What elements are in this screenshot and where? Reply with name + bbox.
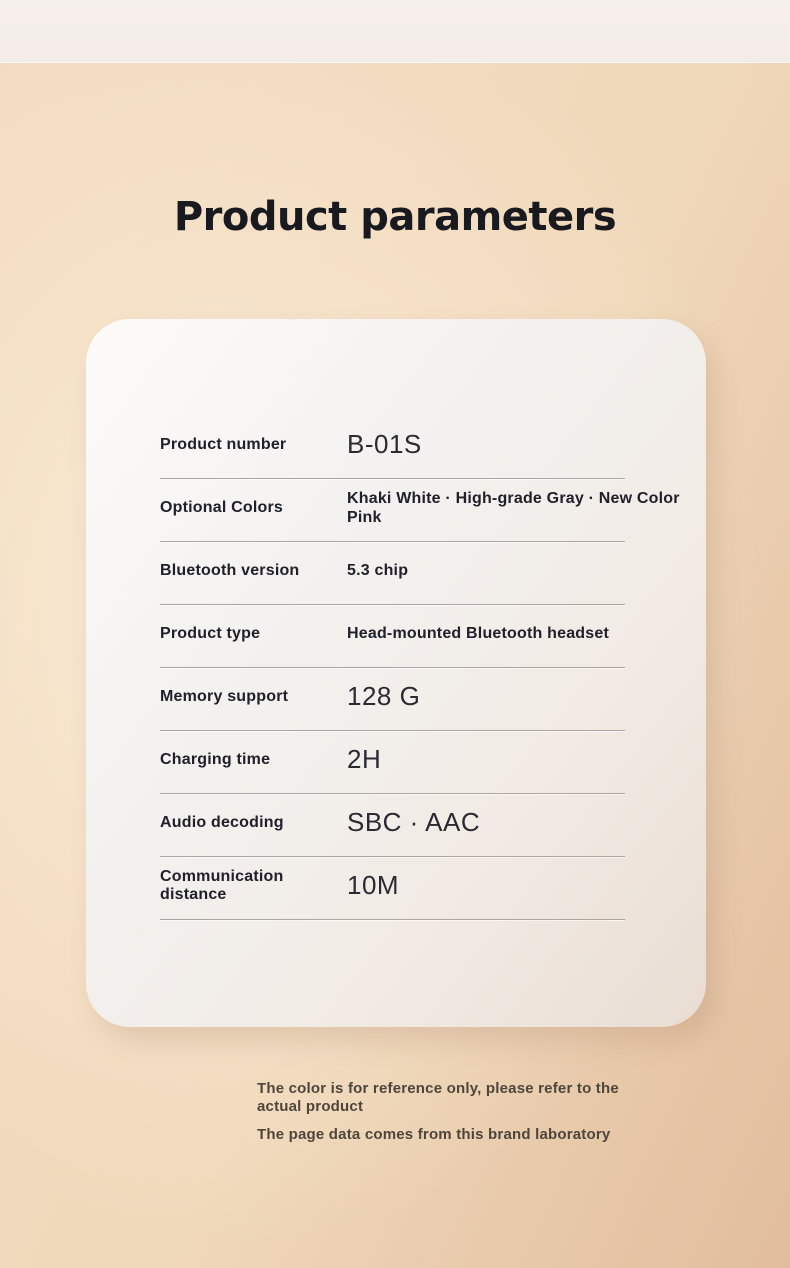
- spec-row: [160, 668, 712, 731]
- page-title: Product parameters: [173, 193, 617, 240]
- spec-label: Charging time: [160, 750, 271, 768]
- spec-row: [160, 605, 712, 668]
- footnote-data-source: The page data comes from this brand laboratory: [257, 1126, 611, 1143]
- spec-label: Memory support: [160, 687, 289, 705]
- spec-row: [160, 794, 712, 857]
- spec-label: Product number: [160, 435, 287, 453]
- top-strip: [0, 0, 790, 63]
- spec-row: [160, 857, 712, 920]
- spec-label: Audio decoding: [160, 813, 284, 831]
- spec-value: 5.3 chip: [347, 562, 409, 579]
- spec-label: Communication distance: [160, 867, 284, 903]
- spec-value: Khaki White · High-grade Gray · New Color Pink: [347, 489, 680, 526]
- spec-value: 10M: [347, 870, 400, 900]
- spec-label: Bluetooth version: [160, 561, 300, 579]
- spec-row: [160, 479, 712, 542]
- spec-label: Optional Colors: [160, 498, 283, 516]
- spec-value: 2H: [347, 744, 382, 774]
- spec-row: [160, 542, 712, 605]
- footnote-color-reference: The color is for reference only, please refer to the actual product: [257, 1080, 619, 1115]
- footnotes: [257, 1080, 629, 1144]
- spec-value: 128 G: [347, 681, 421, 711]
- spec-table: [160, 416, 712, 920]
- spec-value: SBC · AAC: [347, 807, 481, 837]
- spec-card: [86, 319, 706, 1027]
- spec-value: B-01S: [347, 429, 422, 459]
- spec-row: [160, 416, 712, 479]
- spec-row: [160, 731, 712, 794]
- spec-value: Head-mounted Bluetooth headset: [347, 625, 610, 642]
- spec-label: Product type: [160, 624, 261, 642]
